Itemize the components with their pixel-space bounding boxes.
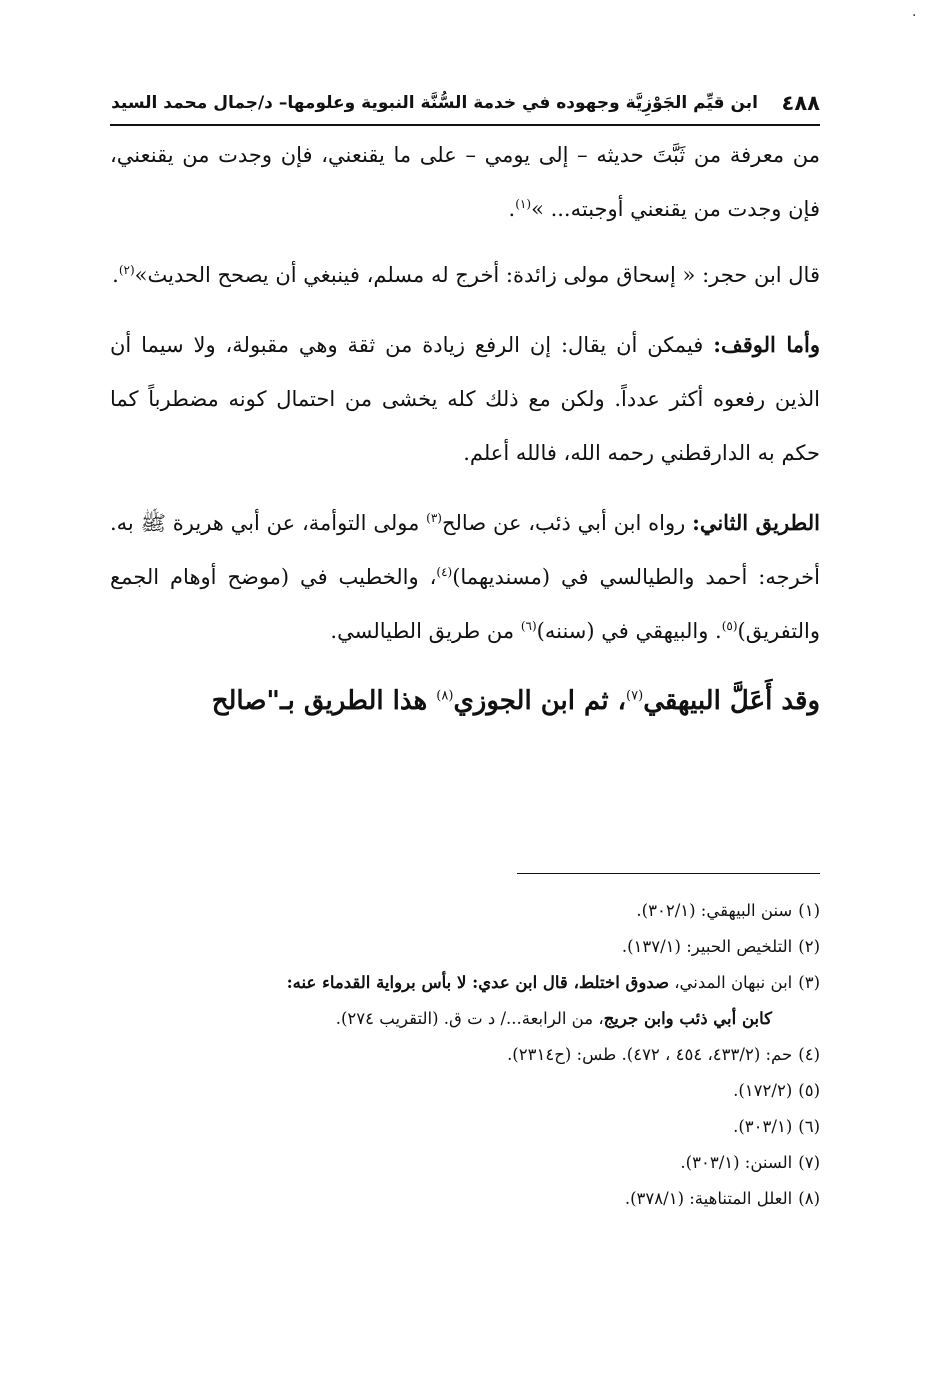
running-header <box>110 88 820 126</box>
paragraph-text: وقد أَعَلَّ البيهقي <box>643 686 820 716</box>
footnote-text: التلخيص الحبير: (١٣٧/١). <box>621 937 793 956</box>
footnote-ref: (٨) <box>436 688 454 704</box>
footnote-item <box>110 1181 820 1217</box>
footnote-number: (٢) <box>798 937 820 956</box>
footnote-item-continued <box>110 1001 820 1037</box>
page-number: ٤٨٨ <box>781 91 820 115</box>
footnote-ref: (٦) <box>520 619 537 633</box>
footnote-item <box>110 1073 820 1109</box>
footnote-number: (٣) <box>798 973 820 992</box>
footnote-number: (٤) <box>798 1045 820 1064</box>
footnote-text: ، من الرابعة.../ د ت ق. (التقريب ٢٧٤). <box>335 1009 604 1028</box>
paragraph-bold-start <box>110 674 820 728</box>
paragraph-text: ، ثم ابن الجوزي <box>453 686 627 716</box>
paragraph-text: ، والخطيب في (موضح أوهام الجمع والتفريق) <box>110 565 820 643</box>
footnote-item <box>110 929 820 965</box>
footnote-ref: (٥) <box>721 619 738 633</box>
footnote-text-bold: كابن أبي ذئب وابن جريج <box>603 1009 772 1028</box>
paragraph-lead: الطريق الثاني: <box>692 510 820 535</box>
footnote-item <box>110 965 820 1001</box>
footnote-number: (٥) <box>798 1081 820 1100</box>
paragraph-text: . والبيهقي في (سننه) <box>536 619 722 643</box>
paragraph-text: من طريق الطيالسي. <box>330 619 515 643</box>
footnote-ref: (٣) <box>426 511 442 525</box>
paragraph-second-route <box>110 496 820 658</box>
footnote-text: (١٧٢/٢). <box>733 1081 793 1100</box>
scan-dot: · <box>912 8 917 24</box>
paragraph-text: هذا الطريق بـ"صالح <box>211 686 428 716</box>
footnote-ref: (١) <box>515 197 532 211</box>
footnote-text: العلل المتناهية: (٣٧٨/١). <box>624 1189 793 1208</box>
footnote-number: (٨) <box>798 1189 820 1208</box>
footnote-item <box>110 1109 820 1145</box>
main-text <box>110 128 820 728</box>
footnote-ref: (٤) <box>436 565 453 579</box>
footnote-text: ابن نبهان المدني، <box>668 973 793 992</box>
footnote-item <box>110 1145 820 1181</box>
footnote-item <box>110 1037 820 1073</box>
footnote-number: (٦) <box>798 1117 820 1136</box>
footnote-text: سنن البيهقي: (٣٠٢/١). <box>636 901 793 920</box>
paragraph-text: رواه ابن أبي ذئب، عن صالح <box>441 511 686 535</box>
paragraph-text: مولى التوأمة، عن أبي هريرة ﷺ به. أخرجه: أحمد والطيالسي في (مسنديهما) <box>110 511 820 589</box>
paragraph-lead: وأما الوقف: <box>713 332 820 357</box>
paragraph-text: قال ابن حجر: « إسحاق مولى زائدة: أخرج له مسلم، فينبغي أن يصحح الحديث» <box>134 263 820 287</box>
paragraph-waqf <box>110 318 820 480</box>
paragraph-ibn-hajar: قال ابن حجر: « إسحاق مولى زائدة: أخرج له مسلم، فينبغي أن يصحح الحديث»$^{(٢)}$. <box>112 263 820 287</box>
footnote-ref: (٧) <box>626 688 644 704</box>
header-title: ابن قيِّم الجَوْزِيَّة وجهوده في خدمة السُّنَّة النبوية وعلومها– د/جمال محمد السيد <box>111 93 758 113</box>
paragraph-text: من معرفة من ثَبَّتَ حديثه – إلى يومي – على ما يقنعني، فإن وجدت من يقنعني، فإن وجدت من يقنعني أوجبته... » <box>110 143 820 221</box>
footnote-text: (٣٠٣/١). <box>733 1117 793 1136</box>
footnote-number: (٧) <box>798 1153 820 1172</box>
footnote-item <box>110 893 820 929</box>
footnote-text: حم: (٤٣٣/٢، ٤٥٤ ، ٤٧٢). طس: (ح٢٣١٤). <box>507 1045 793 1064</box>
paragraph-continuation: من معرفة من ثَبَّتَ حديثه – إلى يومي – على ما يقنعني، فإن وجدت من يقنعني، فإن وجدت من يقنعني أوجبته... »$^{(١)}$. <box>110 143 820 221</box>
footnote-text: السنن: (٣٠٣/١). <box>680 1153 793 1172</box>
footnote-ref: (٢) <box>118 263 135 277</box>
footnotes <box>110 893 820 1217</box>
footnote-text-bold: صدوق اختلط، قال ابن عدي: لا بأس برواية القدماء عنه: <box>286 973 669 992</box>
paragraph-text: فيمكن أن يقال: إن الرفع زيادة من ثقة وهي مقبولة، ولا سيما أن الذين رفعوه أكثر عدداً. ولكن مع ذلك كله يخشى من احتمال كونه مضطرباً كما حكم به الدارقطني رحمه الله، فالله أعلم. <box>110 333 820 465</box>
footnote-number: (١) <box>798 901 820 920</box>
footnote-separator <box>517 873 820 874</box>
